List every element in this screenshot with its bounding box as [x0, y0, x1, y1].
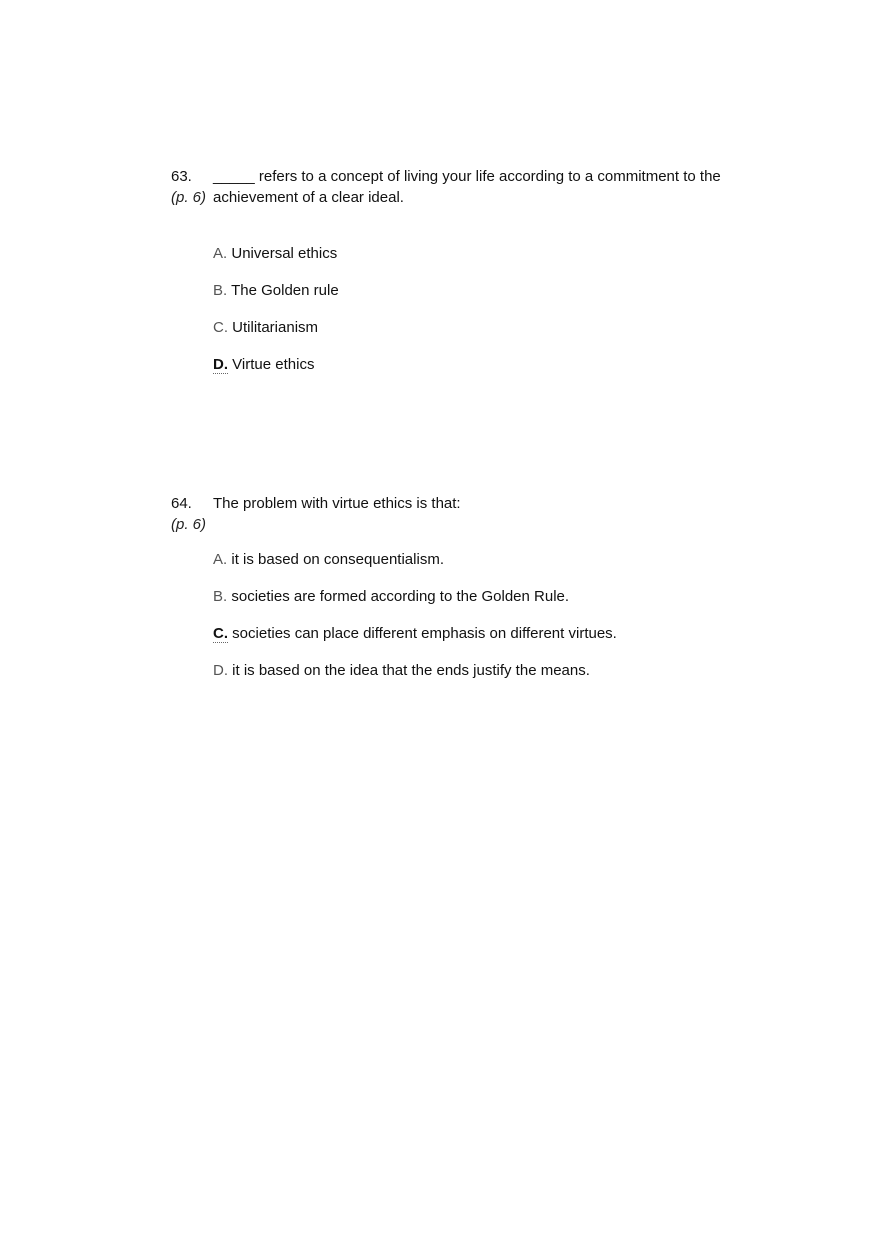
- option-text: it is based on the idea that the ends justify the means.: [232, 662, 590, 679]
- question-text: _____ refers to a concept of living your life according to a commitment to the achievement of a clear ideal.: [213, 168, 721, 206]
- option-letter: B.: [213, 588, 228, 605]
- option-letter: C.: [213, 319, 228, 336]
- question-header: [171, 166, 731, 208]
- option-b: [213, 280, 731, 301]
- page-reference: (p. 6): [171, 189, 207, 206]
- option-letter: D.: [213, 662, 228, 679]
- option-letter: A.: [213, 245, 228, 262]
- question-63: [171, 166, 731, 375]
- option-c-correct: [213, 623, 731, 644]
- option-letter: B.: [213, 282, 228, 299]
- option-text: it is based on consequentialism.: [231, 551, 444, 568]
- option-text: Universal ethics: [231, 245, 338, 262]
- question-text: The problem with virtue ethics is that:: [213, 495, 461, 512]
- correct-answer-letter: D.: [213, 356, 228, 373]
- page-reference: (p. 6): [171, 516, 207, 533]
- option-b: [213, 586, 731, 607]
- option-d: [213, 660, 731, 681]
- correct-answer-letter: C.: [213, 625, 228, 642]
- option-a: [213, 549, 731, 570]
- answer-options: [213, 549, 731, 681]
- question-number-column: [171, 493, 213, 535]
- question-header: [171, 493, 731, 535]
- option-text: The Golden rule: [231, 282, 339, 299]
- option-a: [213, 243, 731, 264]
- option-c: [213, 317, 731, 338]
- option-text: societies can place different emphasis on different virtues.: [232, 625, 617, 642]
- question-number-column: [171, 166, 213, 208]
- question-64: [171, 493, 731, 681]
- option-text: Virtue ethics: [232, 356, 315, 373]
- option-text: societies are formed according to the Golden Rule.: [231, 588, 570, 605]
- option-letter: A.: [213, 551, 228, 568]
- answer-options: [213, 243, 731, 375]
- option-d-correct: [213, 354, 731, 375]
- question-number: 63.: [171, 168, 192, 185]
- option-text: Utilitarianism: [232, 319, 319, 336]
- question-number: 64.: [171, 495, 192, 512]
